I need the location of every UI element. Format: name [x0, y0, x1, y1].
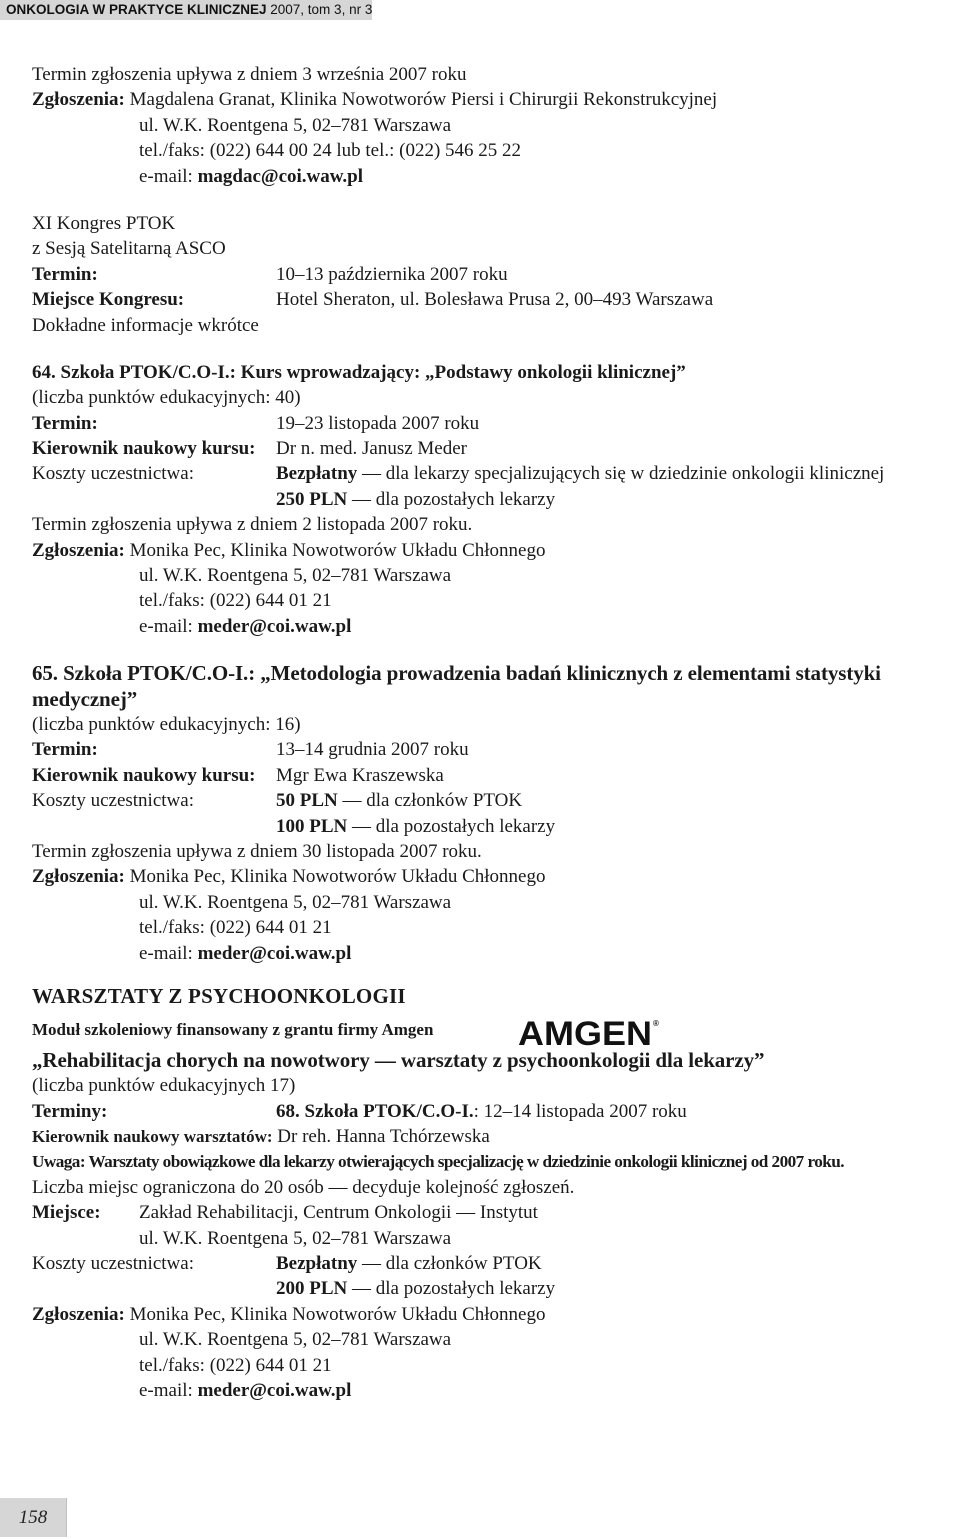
school-64-title: [32, 360, 958, 385]
venue-label: Miejsce:: [32, 1202, 101, 1224]
cost-amount: Bezpłatny: [276, 463, 358, 485]
registration-line: [32, 538, 958, 563]
registration-label: Zgłoszenia:: [32, 1303, 125, 1325]
address-line: ul. W.K. Roentgena 5, 02–781 Warszawa: [139, 1329, 452, 1351]
svg-text:®: ®: [653, 1018, 659, 1028]
school-64-cost-row-2: [32, 487, 958, 512]
funding-text: Moduł szkoleniowy finansowany z grantu firmy Amgen: [32, 1019, 434, 1039]
email-link[interactable]: meder@coi.waw.pl: [197, 942, 352, 964]
deadline-text: Termin zgłoszenia upływa z dniem 3 września 2007 roku: [32, 64, 467, 85]
journal-title: [6, 1, 372, 19]
email-line: [32, 941, 958, 966]
workshop-cost-row-2: [32, 1276, 958, 1301]
venue-label: Miejsce Kongresu:: [32, 289, 185, 311]
email-line: [32, 1378, 958, 1403]
school-65-cost-row-2: [32, 814, 958, 839]
director-value: Mgr Ewa Kraszewska: [276, 764, 444, 786]
journal-issue: 2007, tom 3, nr 3: [266, 2, 373, 17]
date-value: 19–23 listopada 2007 roku: [276, 412, 480, 434]
registration-block-1: [32, 62, 958, 189]
workshop-heading: WARSZTATY Z PSYCHOONKOLOGII: [32, 983, 406, 1008]
director-label: Kierownik naukowy kursu:: [32, 764, 256, 786]
registration-line: [32, 864, 958, 889]
dates-label: Terminy:: [32, 1100, 108, 1122]
phone-line: tel./faks: (022) 644 01 21: [139, 1354, 332, 1376]
page-content: [32, 62, 958, 1403]
address-line: ul. W.K. Roentgena 5, 02–781 Warszawa: [139, 891, 452, 913]
registration-line: [32, 1302, 958, 1327]
date-value: 10–13 października 2007 roku: [276, 263, 508, 285]
cost-description: — dla pozostałych lekarzy: [347, 1278, 556, 1300]
workshop-notice: Uwaga: Warsztaty obowiązkowe dla lekarzy otwierających specjalizację w dziedzinie onkologii klinicznej od 2007 roku.: [32, 1152, 845, 1172]
date-label: Termin:: [32, 412, 98, 434]
email-link[interactable]: meder@coi.waw.pl: [197, 615, 352, 637]
congress-title: XI Kongres PTOK: [32, 212, 176, 234]
congress-date-row: [32, 262, 958, 287]
school-68-number: 68. Szkoła PTOK/C.O-I.: [276, 1100, 474, 1122]
cost-amount: 100 PLN: [276, 815, 348, 837]
registration-contact: Monika Pec, Klinika Nowotworów Układu Chłonnego: [129, 539, 546, 561]
registration-contact: Magdalena Granat, Klinika Nowotworów Piersi i Chirurgii Rekonstrukcyjnej: [129, 89, 718, 111]
school-64-points: (liczba punktów edukacyjnych: 40): [32, 387, 301, 409]
school-64-course: : Kurs wprowadzający: „Podstawy onkologii klinicznej”: [229, 361, 686, 383]
director-value: Dr reh. Hanna Tchórzewska: [277, 1126, 490, 1148]
email-label: e-mail:: [139, 1379, 198, 1401]
cost-amount: 250 PLN: [276, 488, 348, 510]
date-label: Termin:: [32, 263, 98, 285]
spacer: [32, 639, 958, 661]
workshop-section: [32, 980, 958, 1403]
dates-value: : 12–14 listopada 2007 roku: [473, 1100, 687, 1122]
venue-value: Zakład Rehabilitacji, Centrum Onkologii — Instytut: [139, 1202, 538, 1224]
school-65-director-row: [32, 763, 958, 788]
school-64-deadline: Termin zgłoszenia upływa z dniem 2 listopada 2007 roku.: [32, 514, 473, 536]
school-65-deadline: Termin zgłoszenia upływa z dniem 30 listopada 2007 roku.: [32, 840, 482, 862]
cost-amount: 50 PLN: [276, 790, 338, 812]
cost-description: — dla członków PTOK: [357, 1253, 542, 1275]
school-65-course: : „Metodologia prowadzenia badań klinicznych z elementami statystyki: [248, 661, 881, 686]
school-65-title: [32, 661, 958, 686]
venue-address: ul. W.K. Roentgena 5, 02–781 Warszawa: [139, 1227, 452, 1249]
journal-header-bar: [0, 0, 372, 20]
funding-line: [32, 1012, 958, 1048]
director-label: Kierownik naukowy kursu:: [32, 438, 256, 460]
cost-amount: 200 PLN: [276, 1278, 348, 1300]
email-line: [32, 614, 958, 639]
congress-info: Dokładne informacje wkrótce: [32, 314, 259, 336]
page-number: 158: [18, 1507, 48, 1528]
school-64-number: 64. Szkoła PTOK/C.O-I.: [32, 361, 230, 383]
page-number-box: [0, 1498, 67, 1537]
cost-amount: Bezpłatny: [276, 1253, 358, 1275]
cost-label: Koszty uczestnictwa:: [32, 790, 194, 812]
registration-contact: Monika Pec, Klinika Nowotworów Układu Chłonnego: [129, 866, 546, 888]
email-label: e-mail:: [139, 615, 198, 637]
address-line: ul. W.K. Roentgena 5, 02–781 Warszawa: [139, 114, 452, 136]
amgen-logo: [518, 1017, 660, 1047]
workshop-points: (liczba punktów edukacyjnych 17): [32, 1075, 296, 1097]
workshop-title: „Rehabilitacja chorych na nowotwory — warsztaty z psychoonkologii dla lekarzy”: [32, 1047, 765, 1072]
school-65-cost-row-1: [32, 788, 958, 813]
director-value: Dr n. med. Janusz Meder: [276, 438, 468, 460]
date-value: 13–14 grudnia 2007 roku: [276, 739, 469, 761]
venue-value: Hotel Sheraton, ul. Bolesława Prusa 2, 00–493 Warszawa: [276, 289, 714, 311]
registration-label: Zgłoszenia:: [32, 866, 125, 888]
workshop-director-row: [32, 1124, 958, 1149]
registration-label: Zgłoszenia:: [32, 89, 125, 111]
registration-label: Zgłoszenia:: [32, 539, 125, 561]
journal-name: ONKOLOGIA W PRAKTYCE KLINICZNEJ: [6, 2, 267, 17]
email-link[interactable]: meder@coi.waw.pl: [197, 1379, 352, 1401]
amgen-logo-text: AMGEN: [518, 1016, 652, 1047]
address-line: ul. W.K. Roentgena 5, 02–781 Warszawa: [139, 565, 452, 587]
registration-line: [32, 87, 958, 112]
school-65-points: (liczba punktów edukacyjnych: 16): [32, 713, 301, 735]
phone-line: tel./faks: (022) 644 01 21: [139, 917, 332, 939]
cost-description: — dla członków PTOK: [337, 790, 523, 812]
school-64-section: [32, 360, 958, 639]
spacer: [32, 966, 958, 980]
phone-line: tel./faks: (022) 644 00 24 lub tel.: (022) 546 25 22: [139, 140, 522, 162]
workshop-limit: Liczba miejsc ograniczona do 20 osób — decyduje kolejność zgłoszeń.: [32, 1176, 575, 1198]
workshop-dates-row: [32, 1099, 958, 1124]
school-65-date-row: [32, 737, 958, 762]
director-label: Kierownik naukowy warsztatów:: [32, 1127, 273, 1147]
school-64-cost-row-1: [32, 461, 958, 486]
email-label: e-mail:: [139, 942, 198, 964]
phone-line: tel./faks: (022) 644 01 21: [139, 590, 332, 612]
spacer: [32, 189, 958, 211]
congress-subtitle: z Sesją Satelitarną ASCO: [32, 238, 226, 260]
school-64-date-row: [32, 411, 958, 436]
congress-section: [32, 211, 958, 338]
cost-description: — dla pozostałych lekarzy: [347, 815, 556, 837]
school-65-number: 65. Szkoła PTOK/C.O-I.: [32, 661, 249, 686]
school-65-section: [32, 661, 958, 966]
date-label: Termin:: [32, 739, 98, 761]
school-65-title-line-2: medycznej”: [32, 686, 138, 711]
cost-label: Koszty uczestnictwa:: [32, 463, 194, 485]
school-64-director-row: [32, 436, 958, 461]
email-line: [32, 164, 958, 189]
email-link[interactable]: magdac@coi.waw.pl: [197, 165, 364, 187]
workshop-cost-row-1: [32, 1251, 958, 1276]
cost-label: Koszty uczestnictwa:: [32, 1253, 194, 1275]
email-label: e-mail:: [139, 165, 198, 187]
cost-description: — dla pozostałych lekarzy: [347, 488, 556, 510]
registration-contact: Monika Pec, Klinika Nowotworów Układu Chłonnego: [129, 1303, 546, 1325]
workshop-venue-row: [32, 1200, 958, 1225]
congress-venue-row: [32, 287, 958, 312]
cost-description: — dla lekarzy specjalizujących się w dziedzinie onkologii klinicznej: [357, 463, 885, 485]
spacer: [32, 338, 958, 360]
